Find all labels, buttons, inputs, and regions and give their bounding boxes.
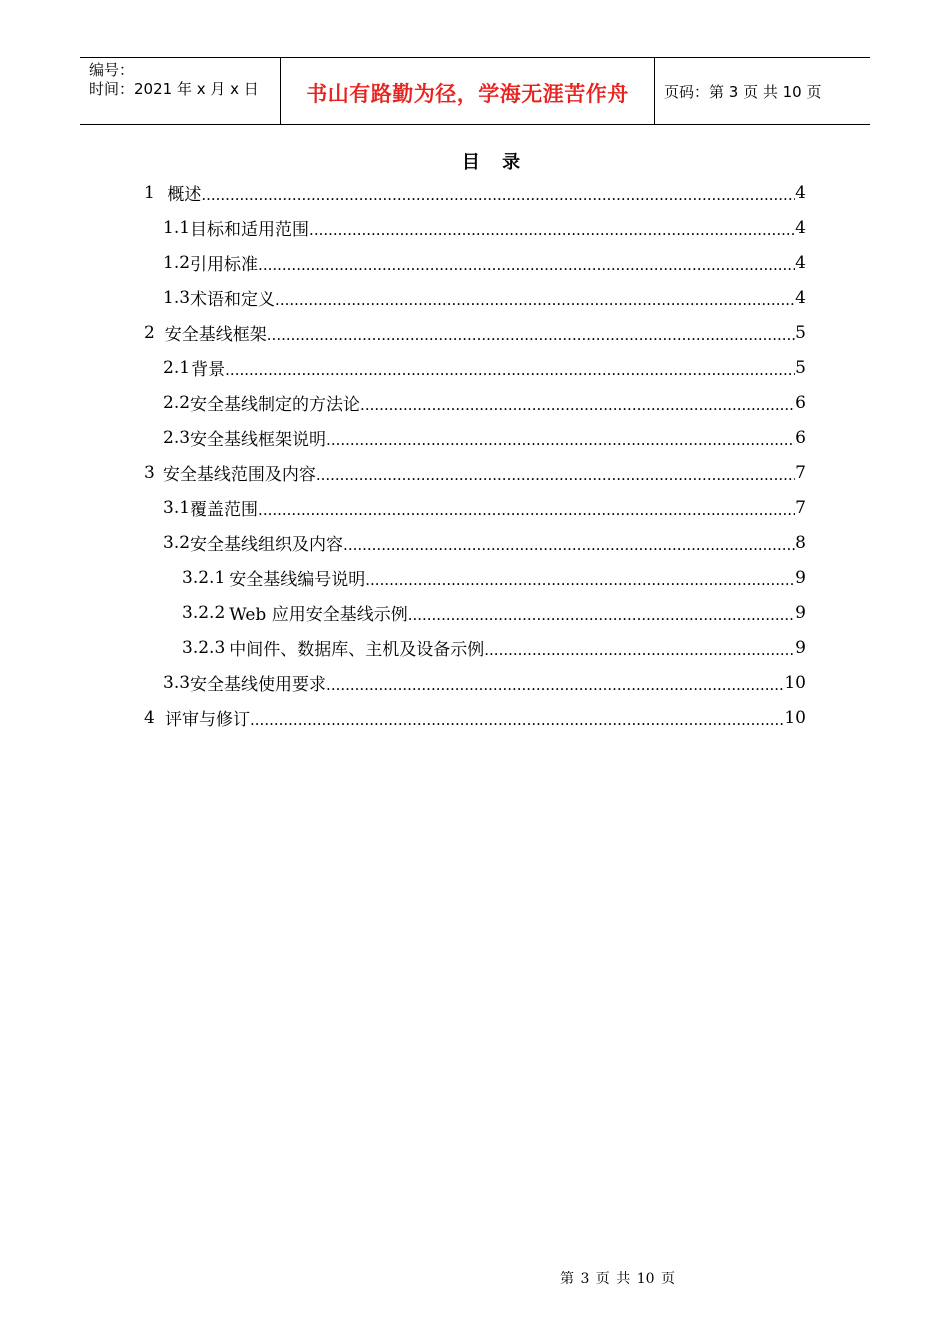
toc-dot-leader [225,362,795,379]
page-header [80,57,870,125]
toc-dot-leader [250,712,784,729]
toc-entry-number: 3.2.2 [182,602,226,623]
header-page-info: 页码：第 3 页 共 10 页 [664,82,822,101]
toc-dot-leader [484,642,795,659]
toc-entry-page: 6 [795,392,806,413]
toc-dot-leader [275,292,795,309]
toc-dot-leader [267,327,795,344]
toc-entry-title: 目标和适用范围 [190,220,310,240]
header-meta-cell [80,58,281,124]
toc-entry[interactable] [182,595,806,630]
toc-dot-leader [316,467,795,484]
toc-entry-page: 7 [795,462,806,483]
toc-dot-leader [309,222,795,239]
toc-entry[interactable] [144,700,806,735]
toc-dot-leader [326,432,795,449]
toc-entry[interactable] [163,665,806,700]
toc-entry-title: 背景 [191,360,226,380]
header-number-label: 编号： [89,61,135,79]
toc-entry-number: 4 [144,707,155,728]
toc-entry-page: 5 [795,322,806,343]
toc-entry-number: 1.3 [163,287,191,308]
toc-entry-title: 安全基线制定的方法论 [190,395,361,415]
toc-dot-leader [258,502,795,519]
toc-title: 目 录 [461,152,529,173]
toc-entry-title: 术语和定义 [190,290,276,310]
toc-entry-page: 9 [795,567,806,588]
toc-entry-page: 6 [795,427,806,448]
toc-entry[interactable] [182,630,806,665]
toc-entry[interactable] [163,210,806,245]
toc-entry-number: 2.1 [163,357,191,378]
toc-entry-page: 4 [795,252,806,273]
toc-entry[interactable] [163,385,806,420]
toc-entry-number: 3.2.1 [182,567,226,588]
toc-entry[interactable] [163,350,806,385]
toc-entry-title: 安全基线范围及内容 [162,465,316,485]
toc-entry-page: 10 [784,672,806,693]
toc-entry-number: 2.2 [163,392,191,413]
toc-entry-title: 安全基线编号说明 [229,570,366,590]
toc-entry[interactable] [163,525,806,560]
toc-entry[interactable] [144,315,806,350]
toc-entry-page: 4 [795,287,806,308]
toc-dot-leader [408,607,795,624]
toc-entry-number: 1.2 [163,252,191,273]
page-footer: 第 3 页 共 10 页 [560,1271,675,1287]
toc-entry[interactable] [144,175,806,210]
toc-dot-leader [201,187,795,204]
toc-entry-number: 1 [144,182,155,203]
toc-entry[interactable] [182,560,806,595]
toc-entry-page: 8 [795,532,806,553]
toc-entry-title: 安全基线使用要求 [190,675,327,695]
toc-entry-title: Web 应用安全基线示例 [229,605,408,625]
toc-entry[interactable] [163,280,806,315]
toc-entry-title: 中间件、数据库、主机及设备示例 [229,640,485,660]
toc-entry-page: 9 [795,637,806,658]
toc-entry-number: 3.2 [163,532,191,553]
toc-entry-page: 4 [795,182,806,203]
toc-entry-page: 9 [795,602,806,623]
toc-entry-number: 1.1 [163,217,191,238]
toc-dot-leader [326,677,784,694]
toc-entry-number: 3.1 [163,497,191,518]
toc-entry-title: 概述 [167,185,202,205]
toc-entry[interactable] [163,490,806,525]
toc-entry-page: 7 [795,497,806,518]
toc-entry[interactable] [163,420,806,455]
toc-dot-leader [365,572,795,589]
toc-dot-leader [360,397,795,414]
toc-entry-title: 评审与修订 [165,710,251,730]
toc-entry-number: 2.3 [163,427,191,448]
toc-entry-page: 10 [784,707,806,728]
toc-entry-page: 5 [795,357,806,378]
toc-entry-number: 3 [144,462,155,483]
toc-entry[interactable] [144,455,806,490]
toc-entry-title: 引用标准 [190,255,259,275]
toc-entry-title: 覆盖范围 [190,500,259,520]
toc-dot-leader [258,257,795,274]
toc-entry-page: 4 [795,217,806,238]
toc-entry-number: 3.2.3 [182,637,226,658]
header-motto: 书山有路勤为径，学海无涯苦作舟 [281,58,655,124]
header-time-label: 时间：2021 年 x 月 x 日 [89,80,259,98]
toc-entry-title: 安全基线框架 [164,325,267,345]
toc-entry[interactable] [163,245,806,280]
toc-dot-leader [343,537,795,554]
toc-entry-number: 2 [144,322,155,343]
toc-entry-title: 安全基线组织及内容 [190,535,344,555]
toc-entry-number: 3.3 [163,672,191,693]
toc-entry-title: 安全基线框架说明 [190,430,327,450]
